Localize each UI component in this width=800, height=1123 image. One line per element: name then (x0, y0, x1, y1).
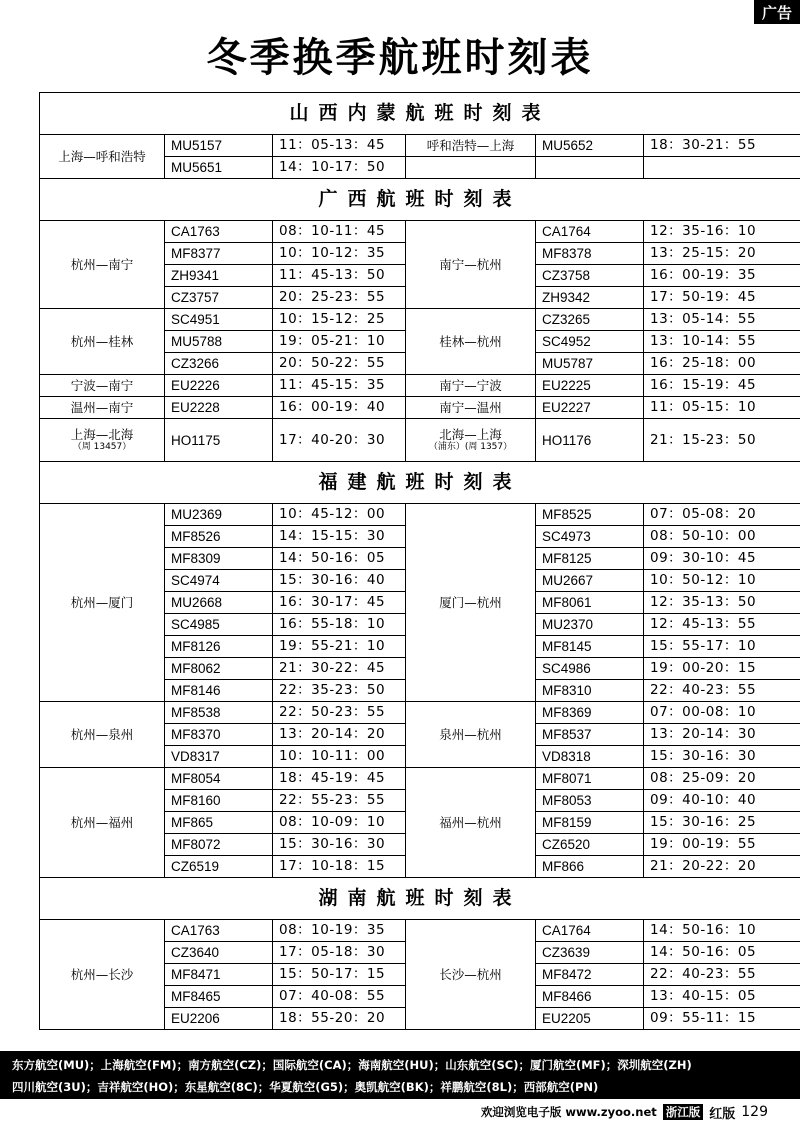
flight-number: VD8318 (536, 746, 644, 768)
flight-number: MF8310 (536, 680, 644, 702)
flight-number: MF8062 (165, 658, 273, 680)
flight-time: 09：55-11：15 (644, 1008, 800, 1030)
flight-time: 16：15-19：45 (644, 375, 800, 397)
route-name: 南宁—温州 (439, 400, 502, 415)
flight-time: 08：50-10：00 (644, 526, 800, 548)
flight-number: MU5652 (536, 135, 644, 157)
flight-number: MF8126 (165, 636, 273, 658)
flight-time: 11：45-13：50 (273, 265, 406, 287)
flight-time: 13：25-15：20 (644, 243, 800, 265)
flight-number: SC4951 (165, 309, 273, 331)
flight-number: SC4973 (536, 526, 644, 548)
flight-time: 21：15-23：50 (644, 419, 800, 462)
route-label (406, 375, 536, 397)
flight-number: ZH9341 (165, 265, 273, 287)
flight-number: MF8071 (536, 768, 644, 790)
flight-number: CA1764 (536, 221, 644, 243)
flight-time: 15：50-17：15 (273, 964, 406, 986)
flight-number: MF8466 (536, 986, 644, 1008)
flight-time: 15：30-16：25 (644, 812, 800, 834)
flight-time: 17：10-18：15 (273, 856, 406, 878)
flight-number: EU2228 (165, 397, 273, 419)
section-header-row (40, 878, 800, 920)
flight-time: 15：30-16：30 (273, 834, 406, 856)
flight-number: MF8370 (165, 724, 273, 746)
flight-time: 11：05-13：45 (273, 135, 406, 157)
flight-time: 14：10-17：50 (273, 157, 406, 179)
flight-time: 07：40-08：55 (273, 986, 406, 1008)
flight-number: HO1176 (536, 419, 644, 462)
flight-number: MU5787 (536, 353, 644, 375)
route-name: 宁波—南宁 (70, 378, 134, 393)
flight-number: MF8125 (536, 548, 644, 570)
route-label (40, 768, 165, 878)
flight-number: MF8054 (165, 768, 273, 790)
flight-time: 13：20-14：30 (644, 724, 800, 746)
route-label (40, 397, 165, 419)
flight-row (40, 309, 800, 331)
empty-cell (406, 157, 536, 179)
flight-number: CA1764 (536, 920, 644, 942)
section-header-row (40, 462, 800, 504)
route-label (40, 221, 165, 309)
flight-time: 22：40-23：55 (644, 680, 800, 702)
route-name: 杭州—福州 (70, 815, 134, 830)
flight-number: SC4974 (165, 570, 273, 592)
flight-time: 22：55-23：55 (273, 790, 406, 812)
route-name: 呼和浩特—上海 (426, 138, 515, 153)
route-label (40, 920, 165, 1030)
flight-time: 14：50-16：05 (644, 942, 800, 964)
flight-time: 11：45-15：35 (273, 375, 406, 397)
flight-time: 10：10-12：35 (273, 243, 406, 265)
flight-time: 14：50-16：10 (644, 920, 800, 942)
route-name: 杭州—桂林 (70, 334, 134, 349)
flight-number: MF8160 (165, 790, 273, 812)
page-footer (481, 1103, 768, 1121)
flight-time: 16：25-18：00 (644, 353, 800, 375)
page-title: 冬季换季航班时刻表 (206, 35, 594, 81)
flight-number: MF8525 (536, 504, 644, 526)
flight-row (40, 397, 800, 419)
flight-time: 13：10-14：55 (644, 331, 800, 353)
flight-number: VD8317 (165, 746, 273, 768)
route-label (406, 135, 536, 157)
route-label (406, 702, 536, 768)
flight-time: 11：05-15：10 (644, 397, 800, 419)
flight-number: SC4985 (165, 614, 273, 636)
ad-tag: 广告 (754, 0, 800, 24)
flight-row (40, 375, 800, 397)
flight-time: 18：45-19：45 (273, 768, 406, 790)
flight-number: CZ6519 (165, 856, 273, 878)
airline-legend (0, 1051, 800, 1099)
flight-time (644, 157, 800, 179)
route-note: （浦东）(周 1357） (428, 442, 513, 452)
flight-time: 19：00-20：15 (644, 658, 800, 680)
flight-number: CZ6520 (536, 834, 644, 856)
flight-number: EU2225 (536, 375, 644, 397)
flight-number: MF866 (536, 856, 644, 878)
route-label (40, 504, 165, 702)
flight-time: 20：50-22：55 (273, 353, 406, 375)
flight-time: 21：20-22：20 (644, 856, 800, 878)
page-number: 129 (741, 1104, 768, 1120)
flight-time: 10：15-12：25 (273, 309, 406, 331)
flight-number: EU2206 (165, 1008, 273, 1030)
flight-time: 13：20-14：20 (273, 724, 406, 746)
flight-number: MF8159 (536, 812, 644, 834)
route-label (40, 702, 165, 768)
route-note: （周 13457） (72, 442, 132, 452)
route-label (406, 397, 536, 419)
flight-schedule-table (39, 92, 800, 1030)
route-name: 杭州—厦门 (70, 595, 134, 610)
flight-time: 07：00-08：10 (644, 702, 800, 724)
flight-time: 17：05-18：30 (273, 942, 406, 964)
flight-time: 10：10-11：00 (273, 746, 406, 768)
flight-row (40, 419, 800, 462)
flight-time: 12：35-16：10 (644, 221, 800, 243)
flight-number: MF8538 (165, 702, 273, 724)
route-name: 杭州—长沙 (70, 967, 134, 982)
route-name: 南宁—宁波 (439, 378, 502, 393)
flight-number: MF8146 (165, 680, 273, 702)
flight-time: 19：05-21：10 (273, 331, 406, 353)
flight-row (40, 768, 800, 790)
route-name: 上海—北海 (70, 427, 134, 442)
flight-time: 08：10-09：10 (273, 812, 406, 834)
flight-number: MF8537 (536, 724, 644, 746)
flight-number: MF8309 (165, 548, 273, 570)
route-name: 杭州—南宁 (70, 257, 134, 272)
route-name: 北海—上海 (439, 427, 502, 442)
edition-badge: 浙江版 (663, 1104, 704, 1120)
flight-time: 14：50-16：05 (273, 548, 406, 570)
flight-time: 08：25-09：20 (644, 768, 800, 790)
flight-number: MF865 (165, 812, 273, 834)
flight-number: EU2227 (536, 397, 644, 419)
flight-time: 14：15-15：30 (273, 526, 406, 548)
flight-number: CZ3265 (536, 309, 644, 331)
flight-number: MF8472 (536, 964, 644, 986)
flight-time: 19：55-21：10 (273, 636, 406, 658)
flight-time: 18：55-20：20 (273, 1008, 406, 1030)
flight-number: CA1763 (165, 920, 273, 942)
flight-row (40, 920, 800, 942)
section-title: 山西内蒙航班时刻表 (40, 93, 800, 135)
flight-number: ZH9342 (536, 287, 644, 309)
flight-number: CZ3266 (165, 353, 273, 375)
route-label (406, 768, 536, 878)
section-title: 福建航班时刻表 (40, 462, 800, 504)
flight-number: MF8377 (165, 243, 273, 265)
route-name: 泉州—杭州 (439, 727, 502, 742)
flight-time: 12：45-13：55 (644, 614, 800, 636)
flight-time: 22：40-23：55 (644, 964, 800, 986)
flight-number: CA1763 (165, 221, 273, 243)
flight-number: MU5651 (165, 157, 273, 179)
website-link[interactable]: 欢迎浏览电子版 www.zyoo.net (480, 1105, 657, 1119)
flight-number: MF8378 (536, 243, 644, 265)
flight-time: 08：10-19：35 (273, 920, 406, 942)
flight-time: 16：30-17：45 (273, 592, 406, 614)
section-title: 广西航班时刻表 (40, 179, 800, 221)
edition-label: 红版 (709, 1106, 736, 1122)
route-label (40, 375, 165, 397)
flight-number: MF8369 (536, 702, 644, 724)
flight-time: 22：50-23：55 (273, 702, 406, 724)
flight-time: 16：00-19：40 (273, 397, 406, 419)
airline-legend-line-2: 四川航空(3U)；吉祥航空(HO)；东星航空(8C)；华夏航空(G5)；奥凯航空(BK)；祥鹏航空(8L)；西部航空(PN) (12, 1080, 599, 1094)
flight-number: MU5788 (165, 331, 273, 353)
flight-time: 16：55-18：10 (273, 614, 406, 636)
flight-row (40, 135, 800, 157)
flight-number: MF8072 (165, 834, 273, 856)
flight-number: MF8061 (536, 592, 644, 614)
flight-number: MF8053 (536, 790, 644, 812)
flight-number: CZ3758 (536, 265, 644, 287)
flight-time: 10：50-12：10 (644, 570, 800, 592)
flight-number: SC4986 (536, 658, 644, 680)
flight-number: MU5157 (165, 135, 273, 157)
route-name: 温州—南宁 (70, 400, 134, 415)
flight-number: MF8526 (165, 526, 273, 548)
flight-number: EU2226 (165, 375, 273, 397)
route-name: 南宁—杭州 (439, 257, 502, 272)
flight-number: MU2667 (536, 570, 644, 592)
flight-row (40, 221, 800, 243)
flight-number: MU2370 (536, 614, 644, 636)
section-header-row (40, 93, 800, 135)
flight-time: 15：55-17：10 (644, 636, 800, 658)
flight-number: EU2205 (536, 1008, 644, 1030)
flight-time: 22：35-23：50 (273, 680, 406, 702)
flight-time: 17：50-19：45 (644, 287, 800, 309)
route-name: 杭州—泉州 (70, 727, 134, 742)
flight-time: 20：25-23：55 (273, 287, 406, 309)
flight-number: MU2369 (165, 504, 273, 526)
flight-time: 10：45-12：00 (273, 504, 406, 526)
section-title: 湖南航班时刻表 (40, 878, 800, 920)
flight-time: 16：00-19：35 (644, 265, 800, 287)
flight-row (40, 504, 800, 526)
flight-number: CZ3640 (165, 942, 273, 964)
flight-number: CZ3639 (536, 942, 644, 964)
route-name: 上海—呼和浩特 (58, 149, 146, 164)
flight-number: MF8145 (536, 636, 644, 658)
flight-time: 13：05-14：55 (644, 309, 800, 331)
route-label (406, 309, 536, 375)
route-label (40, 419, 165, 462)
route-name: 桂林—杭州 (439, 334, 502, 349)
route-label (40, 309, 165, 375)
flight-time: 15：30-16：30 (644, 746, 800, 768)
flight-time: 13：40-15：05 (644, 986, 800, 1008)
route-name: 福州—杭州 (439, 815, 502, 830)
flight-time: 12：35-13：50 (644, 592, 800, 614)
flight-time: 09：40-10：40 (644, 790, 800, 812)
route-label (40, 135, 165, 179)
flight-number: MU2668 (165, 592, 273, 614)
flight-number: HO1175 (165, 419, 273, 462)
flight-time: 07：05-08：20 (644, 504, 800, 526)
flight-time: 21：30-22：45 (273, 658, 406, 680)
flight-number (536, 157, 644, 179)
flight-number: CZ3757 (165, 287, 273, 309)
flight-number: MF8465 (165, 986, 273, 1008)
route-label (406, 504, 536, 702)
flight-number: MF8471 (165, 964, 273, 986)
airline-legend-line-1: 东方航空(MU)；上海航空(FM)；南方航空(CZ)；国际航空(CA)；海南航空(HU)；山东航空(SC)；厦门航空(MF)；深圳航空(ZH) (12, 1058, 692, 1072)
flight-time: 09：30-10：45 (644, 548, 800, 570)
route-name: 厦门—杭州 (439, 595, 502, 610)
flight-time: 19：00-19：55 (644, 834, 800, 856)
route-label (406, 419, 536, 462)
flight-time: 17：40-20：30 (273, 419, 406, 462)
route-name: 长沙—杭州 (439, 967, 502, 982)
flight-time: 08：10-11：45 (273, 221, 406, 243)
flight-row (40, 702, 800, 724)
flight-time: 18：30-21：55 (644, 135, 800, 157)
flight-number: SC4952 (536, 331, 644, 353)
route-label (406, 920, 536, 1030)
section-header-row (40, 179, 800, 221)
flight-time: 15：30-16：40 (273, 570, 406, 592)
route-label (406, 221, 536, 309)
